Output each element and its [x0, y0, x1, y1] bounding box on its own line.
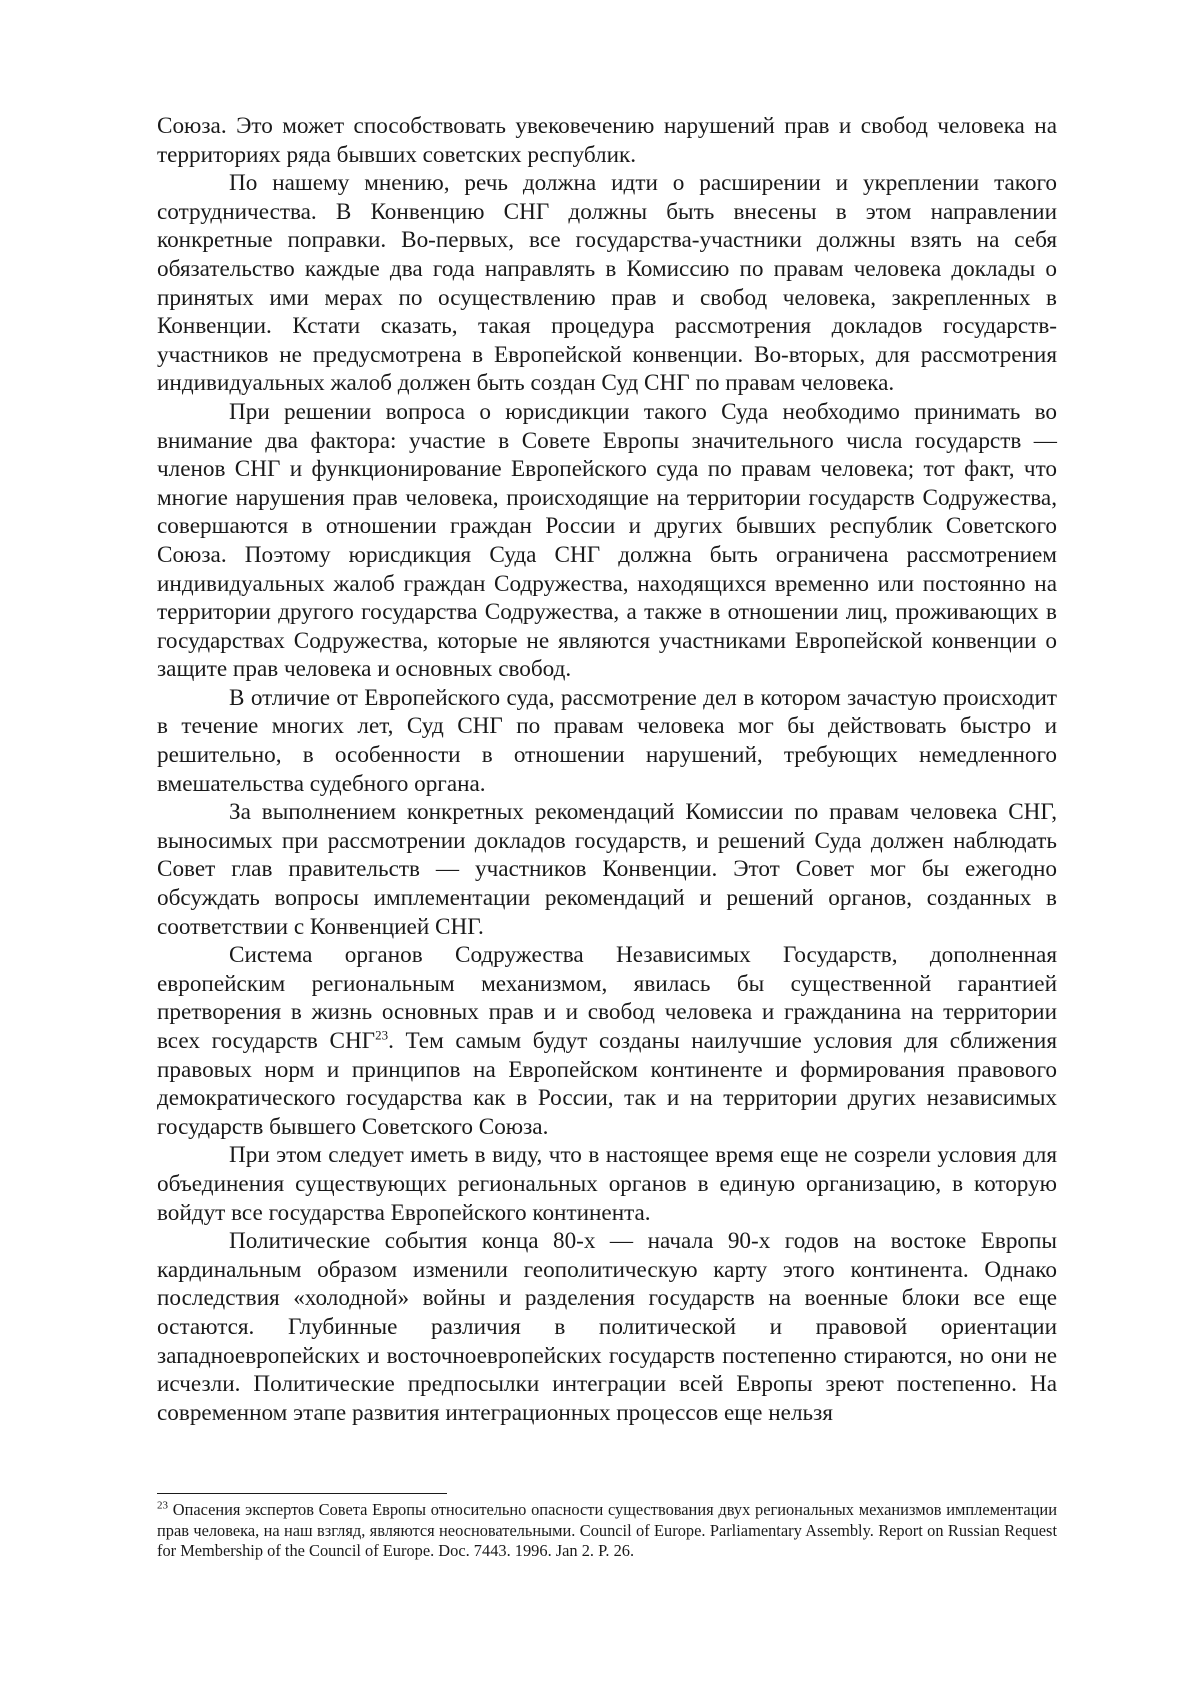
footnote-number: 23 [157, 1499, 168, 1512]
paragraph-4: В отличие от Европейского суда, рассмотрение дел в котором зачастую происходит в течение многих лет, Суд СНГ по правам человека мог бы действовать быстро и решительно, в особенности в отношении нарушений, требующих немедленного вмешательства судебного органа. [157, 684, 1057, 797]
paragraph-1: Союза. Это может способствовать увековечению нарушений прав и свобод человека на территориях ряда бывших советских республик. [157, 113, 1057, 168]
footnote-separator [157, 1493, 447, 1494]
footnote-ref-23[interactable]: 23 [375, 1027, 389, 1043]
paragraph-2: По нашему мнению, речь должна идти о расширении и укреплении такого сотрудничества. В Конвенцию СНГ должны быть внесены в этом направлении конкретные поправки. Во-первых, все государства-участники должны взять на себя обязательство каждые два года направлять в Комиссию по правам человека доклады о принятых ими мерах по осуществлению прав и свобод человека, закрепленных в Конвенции. Кстати сказать, такая процедура рассмотрения докладов государств-участников не предусмотрена в Европейской конвенции. Во-вторых, для рассмотрения индивидуальных жалоб должен быть создан Суд СНГ по правам человека. [157, 170, 1057, 397]
paragraph-8: Политические события конца 80-х — начала 90-х годов на востоке Европы кардинальным образом изменили геополитическую карту этого континента. Однако последствия «холодной» войны и разделения государств на военные блоки все еще остаются. Глубинные различия в политической и правовой ориентации западноевропейских и восточноевропейских государств постепенно стираются, но они не исчезли. Политические предпосылки интеграции всей Европы зреют постепенно. На современном этапе развития интеграционных процессов еще нельзя [157, 1228, 1057, 1426]
footnote-23 [157, 1500, 1057, 1562]
page-body [157, 112, 1057, 1427]
paragraph-3: При решении вопроса о юрисдикции такого Суда необходимо принимать во внимание два фактора: участие в Совете Европы значительного числа государств — членов СНГ и функционирование Европейского суда по правам человека; тот факт, что многие нарушения прав человека, происходящие на территории государств Содружества, совершаются в отношении граждан России и других бывших республик Советского Союза. Поэтому юрисдикция Суда СНГ должна быть ограничена рассмотрением индивидуальных жалоб граждан Содружества, находящихся временно или постоянно на территории другого государства Содружества, а также в отношении лиц, проживающих в государствах Содружества, которые не являются участниками Европейской конвенции о защите прав человека и основных свобод. [157, 398, 1057, 683]
paragraph-6-text: Система органов Содружества Независимых Государств, дополненная европейским региональным механизмом, явилась бы существенной гарантией претворения в жизнь основных прав и и свобод человека и гражданина на территории всех государств СНГ [157, 942, 1057, 1054]
paragraph-6 [157, 941, 1057, 1141]
paragraph-7: При этом следует иметь в виду, что в настоящее время еще не созрели условия для объединения существующих региональных органов в единую организацию, в которую войдут все государства Европейского континента. [157, 1142, 1057, 1226]
paragraph-6-text-after: . Тем самым будут созданы наилучшие условия для сближения правовых норм и принципов на Европейском континенте и формирования правового демократического государства как в России, так и на территории других независимых государств бывшего Советского Союза. [157, 1028, 1057, 1140]
paragraph-5: За выполнением конкретных рекомендаций Комиссии по правам человека СНГ, выносимых при рассмотрении докладов государств, и решений Суда должен наблюдать Совет глав правительств — участников Конвенции. Этот Совет мог бы ежегодно обсуждать вопросы имплементации рекомендаций и решений органов, созданных в соответствии с Конвенцией СНГ. [157, 799, 1057, 940]
footnote-text: Опасения экспертов Совета Европы относительно опасности существования двух региональных механизмов имплементации прав человека, на наш взгляд, являются неосновательными. Council of Europe. Parliamentary Assembly. Report on Russian Request for Membership of the Council of Europe. Doc. 7443. 1996. Jan 2. P. 26. [157, 1500, 1057, 1561]
